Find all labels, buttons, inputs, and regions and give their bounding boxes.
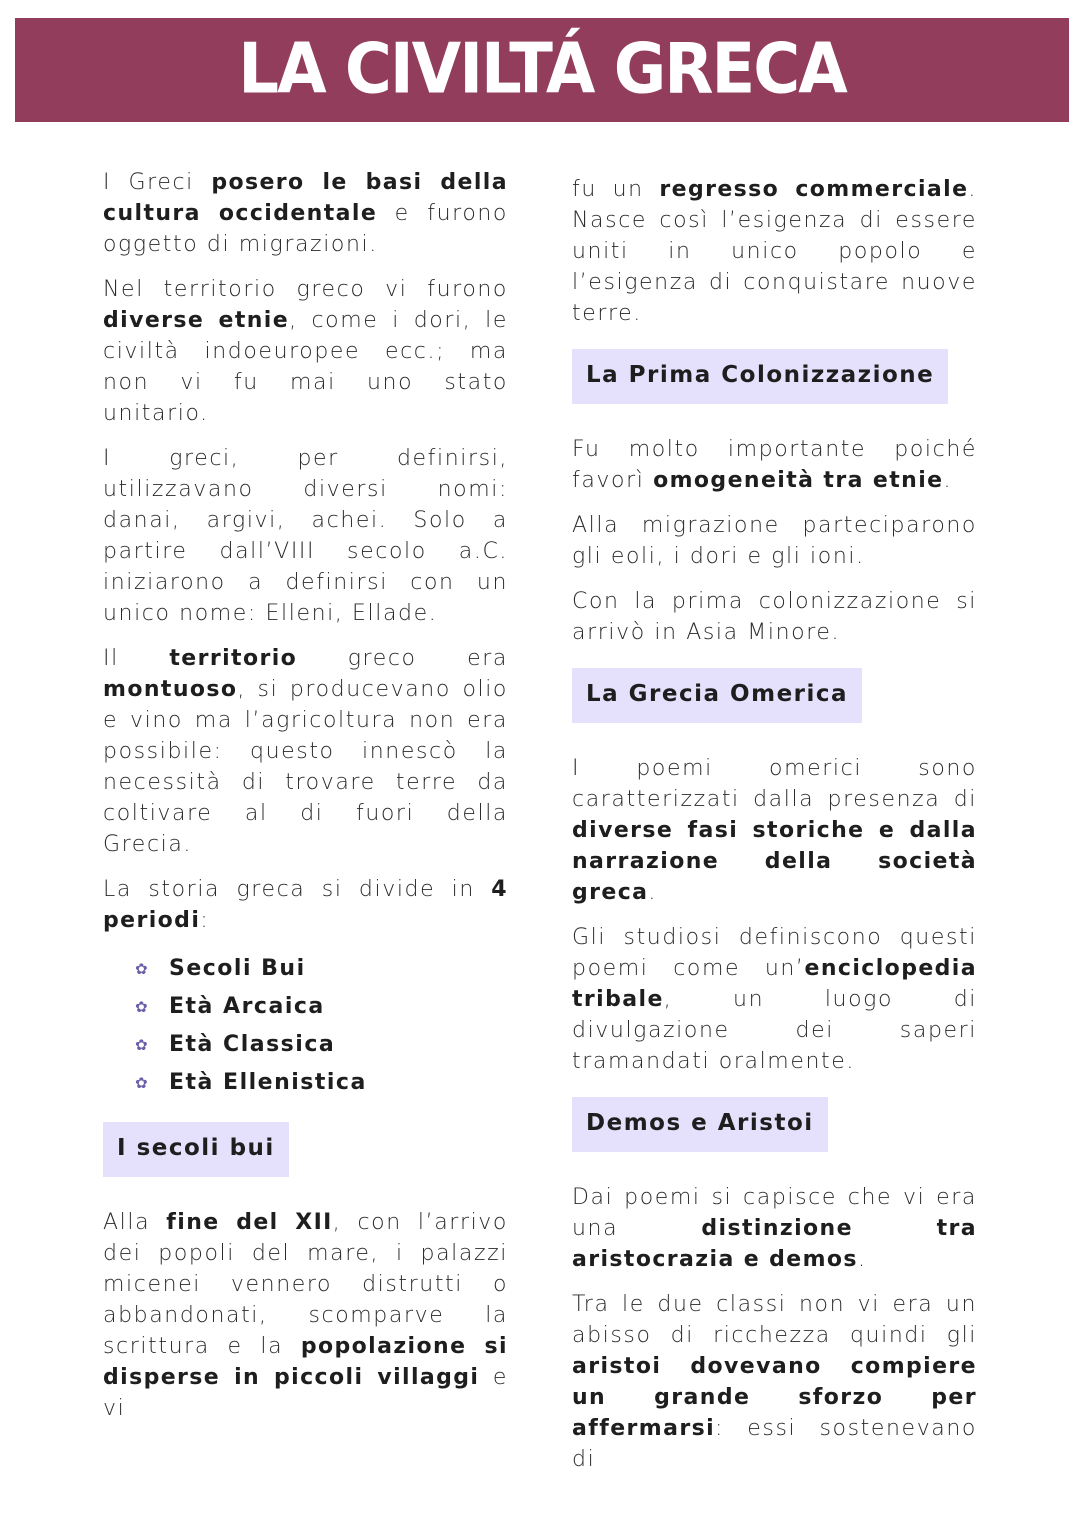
text: I Greci xyxy=(103,170,212,195)
periods-list xyxy=(103,950,508,1102)
bold-text: diverse etnie xyxy=(103,308,290,333)
bold-text: popolazione si disperse in piccoli villaggi xyxy=(103,1334,508,1390)
bold-text: diverse fasi storiche e dalla narrazione della società greca xyxy=(572,818,977,905)
text: Dai poemi si capisce che vi era una xyxy=(572,1185,977,1241)
flower-bullet-icon: ✿ xyxy=(135,1074,150,1092)
text: fu un xyxy=(572,177,660,202)
text: : essi sostenevano di xyxy=(572,1416,977,1472)
flower-bullet-icon: ✿ xyxy=(135,1036,150,1054)
section-heading-grecia-omerica: La Grecia Omerica xyxy=(572,668,862,723)
paragraph xyxy=(103,167,508,260)
text: . xyxy=(648,880,657,905)
bold-text: montuoso xyxy=(103,677,238,702)
bold-text: posero le basi della cultura occidentale xyxy=(103,170,508,226)
section-heading-secoli-bui: I secoli bui xyxy=(103,1122,289,1177)
list-item: ✿ Età Arcaica xyxy=(135,994,325,1019)
bold-text: territorio xyxy=(169,646,298,671)
paragraph xyxy=(103,443,508,629)
text: , come i dori, le civiltà indoeuropee ecc.; ma non vi fu mai uno stato unitario. xyxy=(103,308,508,426)
right-column xyxy=(572,174,977,1489)
bold-text: distinzione tra aristocrazia e demos xyxy=(572,1216,977,1272)
text: I poemi omerici sono caratterizzati dalla presenza di xyxy=(572,756,977,812)
text: Gli studiosi definiscono questi poemi come un’ xyxy=(572,925,977,981)
title-banner xyxy=(15,18,1069,122)
text: Alla migrazione parteciparono gli eoli, i dori e gli ioni. xyxy=(572,513,977,569)
text: I greci, per definirsi, utilizzavano diversi nomi: danai, argivi, achei. Solo a partire dall’VIII secolo a.C. iniziarono a definirsi con un unico nome: Elleni, Ellade. xyxy=(103,446,508,626)
paragraph xyxy=(103,1207,508,1424)
text: . xyxy=(857,1247,867,1272)
section-heading-demos-aristoi: Demos e Aristoi xyxy=(572,1097,828,1152)
paragraph xyxy=(572,434,977,496)
paragraph xyxy=(572,1289,977,1475)
list-item: ✿ Età Ellenistica xyxy=(135,1070,367,1095)
paragraph xyxy=(572,174,977,329)
bold-text: aristoi dovevano compiere un grande sforzo per affermarsi xyxy=(572,1354,977,1441)
paragraph xyxy=(103,643,508,860)
flower-bullet-icon: ✿ xyxy=(135,960,150,978)
paragraph xyxy=(572,922,977,1077)
text: , si producevano olio e vino ma l’agricoltura non era possibile: questo innescò la necessità di trovare terre da coltivare al di fuori della Grecia. xyxy=(103,677,508,857)
text: , con l’arrivo dei popoli del mare, i palazzi micenei vennero distrutti o abbandonati, scomparve la scrittura e la xyxy=(103,1210,508,1359)
text: La storia greca si divide in xyxy=(103,877,492,902)
text: e vi xyxy=(103,1365,508,1421)
left-column xyxy=(103,167,508,1438)
text: . xyxy=(943,468,953,493)
paragraph xyxy=(572,753,977,908)
bold-text: fine del XII xyxy=(166,1210,333,1235)
list-item: ✿ Secoli Bui xyxy=(135,956,306,981)
text: Fu molto importante poiché favorì xyxy=(572,437,977,493)
text: greco era xyxy=(297,646,508,671)
paragraph xyxy=(103,274,508,429)
text: e furono oggetto di migrazioni. xyxy=(103,201,508,257)
paragraph xyxy=(572,586,977,648)
text: Alla xyxy=(103,1210,167,1235)
text: Nel territorio greco vi furono xyxy=(103,277,508,302)
text: : xyxy=(200,908,210,933)
list-item: ✿ Età Classica xyxy=(135,1032,336,1057)
text: Con la prima colonizzazione si arrivò in Asia Minore. xyxy=(572,589,977,645)
paragraph xyxy=(572,1182,977,1275)
text: Il xyxy=(103,646,170,671)
text: Tra le due classi non vi era un abisso di ricchezza quindi gli xyxy=(572,1292,977,1348)
section-heading-colonizzazione: La Prima Colonizzazione xyxy=(572,349,948,404)
text: . Nasce così l’esigenza di essere uniti in unico popolo e l’esigenza di conquistare nuove terre. xyxy=(572,177,977,326)
text: , un luogo di divulgazione dei saperi tramandati oralmente. xyxy=(572,987,977,1074)
bold-text: regresso commerciale xyxy=(659,177,969,202)
flower-bullet-icon: ✿ xyxy=(135,998,150,1016)
paragraph xyxy=(572,510,977,572)
bold-text: 4 periodi xyxy=(103,877,508,933)
bold-text: omogeneità tra etnie xyxy=(653,468,944,493)
bold-text: enciclopedia tribale xyxy=(572,956,977,1012)
paragraph xyxy=(103,874,508,936)
page-title: LA CIVILTÁ GRECA xyxy=(238,30,846,110)
